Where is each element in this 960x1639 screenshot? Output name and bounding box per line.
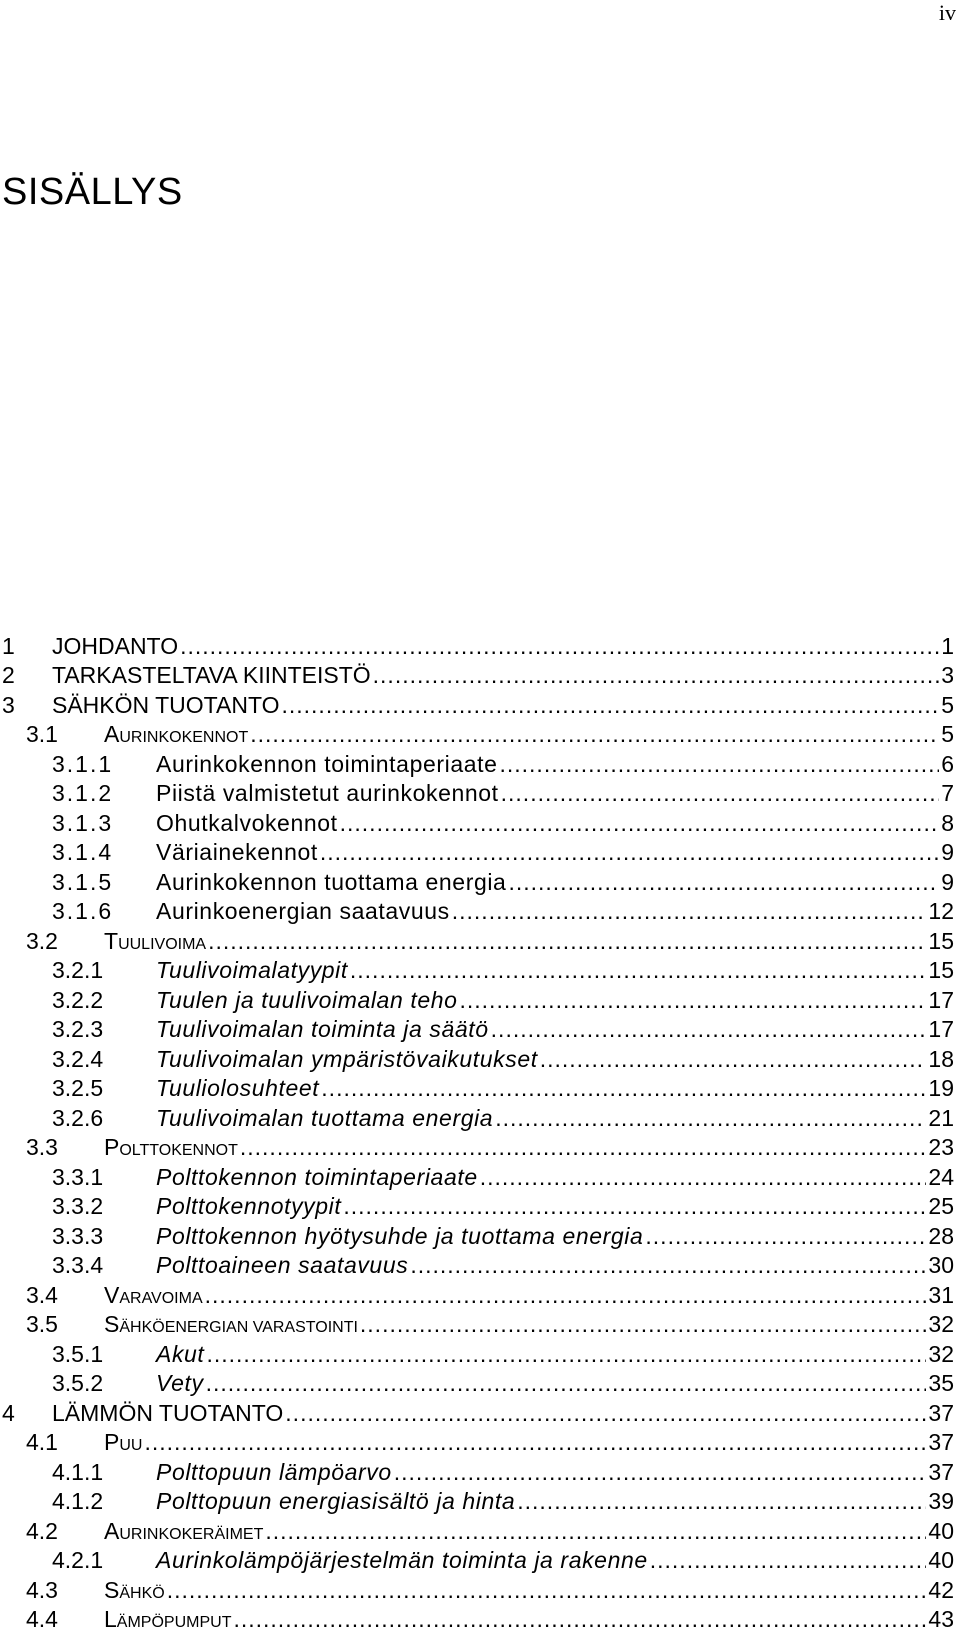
toc-page: 37	[928, 1459, 954, 1485]
toc-entry-3-5-2[interactable]	[0, 1367, 954, 1399]
toc-page: 32	[928, 1341, 954, 1367]
toc-leader	[350, 954, 927, 986]
toc-number: 3.4	[26, 1282, 58, 1308]
toc-number: 3.5.2	[52, 1370, 104, 1396]
toc-title: Polttoaineen saatavuus	[156, 1252, 409, 1278]
toc-number: 3	[2, 692, 15, 718]
toc-leader	[480, 1161, 927, 1193]
toc-leader	[208, 925, 926, 957]
toc-leader	[452, 895, 927, 927]
toc-entry-4-1-1[interactable]	[0, 1456, 954, 1488]
toc-title: Väriainekennot	[156, 839, 318, 865]
toc-leader	[645, 1220, 926, 1252]
toc-page: 12	[928, 898, 954, 924]
toc-page: 18	[928, 1046, 954, 1072]
toc-number: 4	[2, 1400, 15, 1426]
toc-entry-4-2[interactable]	[0, 1515, 954, 1547]
toc-number: 3.1.1	[52, 751, 114, 777]
toc-page: 24	[928, 1164, 954, 1190]
toc-number: 3.3.3	[52, 1223, 104, 1249]
toc-page: 37	[928, 1429, 954, 1455]
toc-page: 21	[928, 1105, 954, 1131]
toc-page: 25	[928, 1193, 954, 1219]
toc-leader	[650, 1544, 927, 1576]
toc-leader	[206, 1367, 927, 1399]
toc-page: 15	[928, 928, 954, 954]
toc-number: 4.1	[26, 1429, 58, 1455]
toc-page: 39	[928, 1488, 954, 1514]
toc-entry-3-2-6[interactable]	[0, 1102, 954, 1134]
toc-title: Tuulivoimalan tuottama energia	[156, 1105, 494, 1131]
toc-leader	[281, 689, 939, 721]
toc-leader	[343, 1190, 926, 1222]
toc-number: 3.1.2	[52, 780, 114, 806]
toc-number: 3.2.1	[52, 957, 104, 983]
toc-number: 3.1.4	[52, 839, 114, 865]
toc-leader	[508, 866, 939, 898]
toc-leader	[517, 1485, 926, 1517]
toc-page: 9	[941, 869, 954, 895]
toc-page: 28	[928, 1223, 954, 1249]
toc-leader	[320, 836, 939, 868]
toc-title: Polttopuun energiasisältö ja hinta	[156, 1488, 516, 1514]
toc-leader	[265, 1515, 926, 1547]
toc-entry-3-5[interactable]	[0, 1308, 954, 1340]
toc-title: SÄHKÖN TUOTANTO	[52, 692, 280, 718]
toc-number: 3.5.1	[52, 1341, 104, 1367]
toc-entry-4-4[interactable]	[0, 1603, 954, 1635]
toc-entry-3-2-4[interactable]	[0, 1043, 954, 1075]
toc-leader	[233, 1603, 926, 1635]
page-title: SISÄLLYS	[2, 171, 183, 213]
toc-page: 35	[928, 1370, 954, 1396]
toc-title: Polttokennon hyötysuhde ja tuottama energia	[156, 1223, 644, 1249]
toc-entry-3-1-6[interactable]	[0, 895, 954, 927]
toc-entry-4-1-2[interactable]	[0, 1485, 954, 1517]
toc-entry-1[interactable]	[0, 630, 954, 662]
toc-leader	[394, 1456, 927, 1488]
toc-leader	[501, 777, 940, 809]
toc-number: 2	[2, 662, 15, 688]
toc-title: Akut	[156, 1341, 205, 1367]
toc-page: 6	[941, 751, 954, 777]
toc-page: 40	[928, 1547, 954, 1573]
toc-page: 19	[928, 1075, 954, 1101]
toc-number: 3.2.5	[52, 1075, 104, 1101]
toc-leader	[540, 1043, 927, 1075]
toc-title: LÄMPÖPUMPUT	[104, 1606, 232, 1632]
toc-entry-3-1-5[interactable]	[0, 866, 954, 898]
toc-title: SÄHKÖ	[104, 1577, 165, 1603]
toc-leader	[460, 984, 927, 1016]
toc-title: Aurinkoenergian saatavuus	[156, 898, 450, 924]
toc-number: 3.3	[26, 1134, 58, 1160]
toc-leader	[321, 1072, 926, 1104]
toc-title: AURINKOKENNOT	[104, 721, 249, 747]
toc-title: Aurinkokennon tuottama energia	[156, 869, 507, 895]
toc-page: 31	[928, 1282, 954, 1308]
toc-number: 3.2	[26, 928, 58, 954]
toc-entry-3-4[interactable]	[0, 1279, 954, 1311]
toc-title: JOHDANTO	[52, 633, 179, 659]
toc-page: 32	[928, 1311, 954, 1337]
toc-number: 3.2.3	[52, 1016, 104, 1042]
toc-number: 4.2	[26, 1518, 58, 1544]
toc-number: 3.2.6	[52, 1105, 104, 1131]
toc-entry-2[interactable]	[0, 659, 954, 691]
toc-page: 30	[928, 1252, 954, 1278]
toc-title: Aurinkokennon toimintaperiaate	[156, 751, 498, 777]
toc-number: 3.1.5	[52, 869, 114, 895]
toc-number: 3.1.3	[52, 810, 114, 836]
page-number: iv	[938, 0, 956, 25]
toc-leader	[205, 1279, 927, 1311]
toc-number: 3.3.1	[52, 1164, 104, 1190]
toc-number: 3.2.2	[52, 987, 104, 1013]
toc-entry-4-1[interactable]	[0, 1426, 954, 1458]
toc-entry-3-1-3[interactable]	[0, 807, 954, 839]
toc-leader	[373, 659, 940, 691]
toc-page: 17	[928, 1016, 954, 1042]
toc-entry-3-2-5[interactable]	[0, 1072, 954, 1104]
toc-page: 1	[941, 633, 954, 659]
toc-page: 43	[928, 1606, 954, 1632]
toc-number: 3.3.2	[52, 1193, 104, 1219]
toc-entry-3-5-1[interactable]	[0, 1338, 954, 1370]
toc-entry-3-1-4[interactable]	[0, 836, 954, 868]
toc-leader	[206, 1338, 926, 1370]
toc-entry-3-3-3[interactable]	[0, 1220, 954, 1252]
toc-title: Tuulivoimalan ympäristövaikutukset	[156, 1046, 538, 1072]
toc-title: Tuulen ja tuulivoimalan teho	[156, 987, 458, 1013]
toc-leader	[167, 1574, 927, 1606]
toc-page: 40	[928, 1518, 954, 1544]
toc-entry-3[interactable]	[0, 689, 954, 721]
toc-entry-3-2-2[interactable]	[0, 984, 954, 1016]
toc-title: Ohutkalvokennot	[156, 810, 338, 836]
toc-page: 7	[941, 780, 954, 806]
toc-page: 17	[928, 987, 954, 1013]
toc-page: 8	[941, 810, 954, 836]
toc-leader	[285, 1397, 926, 1429]
toc-number: 4.1.2	[52, 1488, 104, 1514]
toc-leader	[495, 1102, 926, 1134]
toc-leader	[240, 1131, 927, 1163]
toc-title: Piistä valmistetut aurinkokennot	[156, 780, 499, 806]
toc-title: PUU	[104, 1429, 143, 1455]
toc-title: Aurinkolämpöjärjestelmän toiminta ja rakenne	[156, 1547, 648, 1573]
toc-page: 3	[941, 662, 954, 688]
toc-title: Tuulivoimalatyypit	[156, 957, 348, 983]
toc-number: 3.1	[26, 721, 58, 747]
toc-number: 4.3	[26, 1577, 58, 1603]
toc-title: AURINKOKERÄIMET	[104, 1518, 264, 1544]
toc-page: 15	[928, 957, 954, 983]
toc-entry-3-1-2[interactable]	[0, 777, 954, 809]
toc-entry-3-3-1[interactable]	[0, 1161, 954, 1193]
toc-title: Polttokennotyypit	[156, 1193, 342, 1219]
toc-entry-3-2-3[interactable]	[0, 1013, 954, 1045]
toc-page: 23	[928, 1134, 954, 1160]
toc-number: 3.2.4	[52, 1046, 104, 1072]
toc-title: Tuulivoimalan toiminta ja säätö	[156, 1016, 489, 1042]
toc-leader	[250, 718, 939, 750]
toc-page: 37	[928, 1400, 954, 1426]
toc-number: 4.1.1	[52, 1459, 104, 1485]
toc-title: Polttopuun lämpöarvo	[156, 1459, 392, 1485]
toc-leader	[499, 748, 939, 780]
toc-entry-4-3[interactable]	[0, 1574, 954, 1606]
toc-page: 42	[928, 1577, 954, 1603]
toc-title: VARAVOIMA	[104, 1282, 203, 1308]
toc-leader	[180, 630, 939, 662]
toc-number: 3.3.4	[52, 1252, 104, 1278]
toc-entry-4[interactable]	[0, 1397, 954, 1429]
toc-number: 3.5	[26, 1311, 58, 1337]
toc-page: 5	[941, 721, 954, 747]
toc-page: 9	[941, 839, 954, 865]
toc-entry-4-2-1[interactable]	[0, 1544, 954, 1576]
toc-entry-3-1-1[interactable]	[0, 748, 954, 780]
toc-leader	[360, 1308, 927, 1340]
toc-leader	[144, 1426, 926, 1458]
toc-page: 5	[941, 692, 954, 718]
toc-entry-3-3-2[interactable]	[0, 1190, 954, 1222]
toc-leader	[410, 1249, 926, 1281]
toc-title: TARKASTELTAVA KIINTEISTÖ	[52, 662, 371, 688]
toc-number: 4.2.1	[52, 1547, 104, 1573]
toc-number: 4.4	[26, 1606, 58, 1632]
toc-entry-3-3-4[interactable]	[0, 1249, 954, 1281]
toc-title: Polttokennon toimintaperiaate	[156, 1164, 478, 1190]
toc-entry-3-2[interactable]	[0, 925, 954, 957]
toc-leader	[340, 807, 940, 839]
toc-number: 1	[2, 633, 15, 659]
toc-leader	[491, 1013, 927, 1045]
toc-title: POLTTOKENNOT	[104, 1134, 238, 1160]
toc-title: TUULIVOIMA	[104, 928, 207, 954]
toc-entry-3-3[interactable]	[0, 1131, 954, 1163]
toc-entry-3-1[interactable]	[0, 718, 954, 750]
toc-title: Tuuliolosuhteet	[156, 1075, 320, 1101]
toc-entry-3-2-1[interactable]	[0, 954, 954, 986]
toc-title: Vety	[156, 1370, 204, 1396]
toc-title: SÄHKÖENERGIAN VARASTOINTI	[104, 1311, 358, 1337]
toc-title: LÄMMÖN TUOTANTO	[52, 1400, 284, 1426]
toc-number: 3.1.6	[52, 898, 114, 924]
